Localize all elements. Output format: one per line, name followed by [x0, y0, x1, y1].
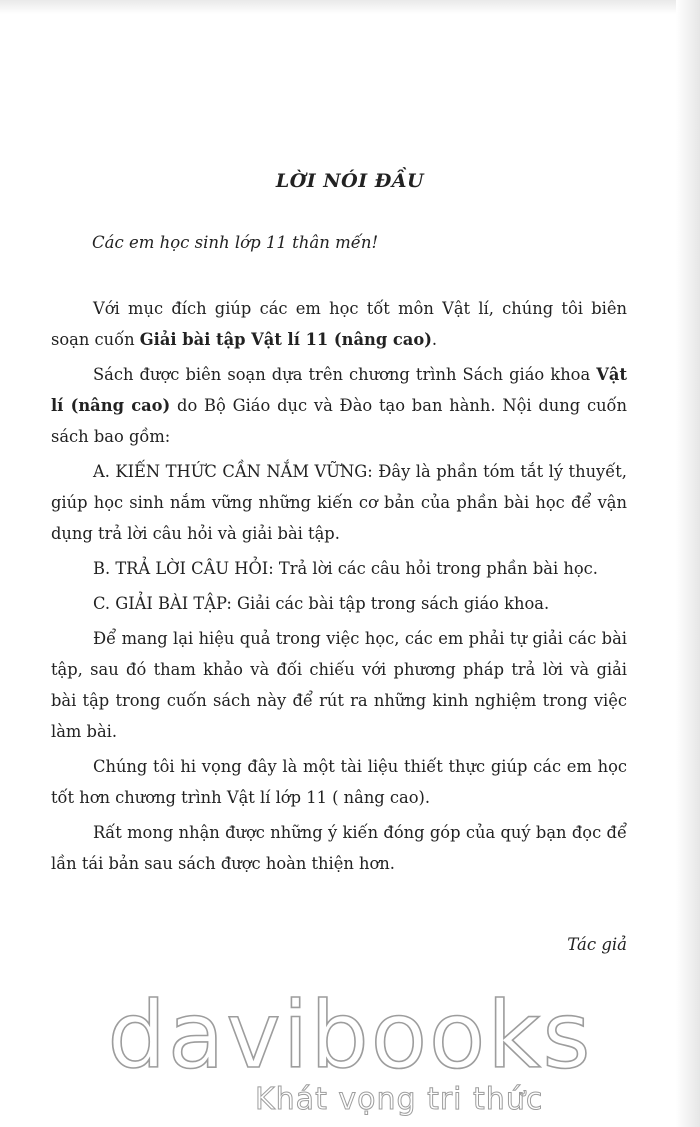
page-title: LỜI NÓI ĐẦU — [275, 170, 425, 192]
paragraph-1-end: . — [431, 330, 438, 349]
watermark-tagline: Khát vọng tri thức — [255, 1082, 544, 1117]
greeting: Các em học sinh lớp 11 thân mến! — [92, 233, 379, 252]
subject-bold: Vật lí (nâng cao) — [51, 365, 627, 415]
paragraph-4: B. TRẢ LỜI CÂU HỎI: Trả lời các câu hỏi trong phần bài học. — [93, 559, 598, 578]
watermark-brand: davibooks — [107, 982, 593, 1089]
scan-top-shadow — [0, 0, 700, 14]
paragraph-5: C. GIẢI BÀI TẬP: Giải các bài tập trong sách giáo khoa. — [93, 594, 550, 613]
book-title-bold: Giải bài tập Vật lí 11 (nâng cao) — [139, 330, 432, 349]
paragraph-3: A. KIẾN THỨC CẦN NẮM VỮNG: Đây là phần tóm tắt lý thuyết, giúp học sinh nắm vững những kiến cơ bản của phần bài học để vận dụng trả lời câu hỏi và giải bài tập. — [51, 462, 627, 543]
paragraph-1 — [51, 293, 627, 355]
body-text — [51, 293, 627, 883]
paragraph-2 — [51, 359, 627, 452]
paragraph-8: Rất mong nhận được những ý kiến đóng góp của quý bạn đọc để lần tái bản sau sách được hoàn thiện hơn. — [51, 823, 627, 873]
paragraph-7: Chúng tôi hi vọng đây là một tài liệu thiết thực giúp các em học tốt hơn chương trình Vật lí lớp 11 ( nâng cao). — [51, 757, 627, 807]
paragraph-2-text: Sách được biên soạn dựa trên chương trình Sách giáo khoa — [93, 365, 597, 384]
paragraph-2-end: do Bộ Giáo dục và Đào tạo ban hành. Nội dung cuốn sách bao gồm: — [51, 396, 627, 446]
paragraph-1-text: Với mục đích giúp các em học tốt môn Vật lí, chúng tôi biên soạn cuốn — [51, 299, 627, 349]
author-signature: Tác giả — [567, 935, 627, 954]
paragraph-6: Để mang lại hiệu quả trong việc học, các em phải tự giải các bài tập, sau đó tham khảo và đối chiếu với phương pháp trả lời và giải bài tập trong cuốn sách này để rút ra những kinh nghiệm trong việc làm bài. — [51, 629, 627, 741]
